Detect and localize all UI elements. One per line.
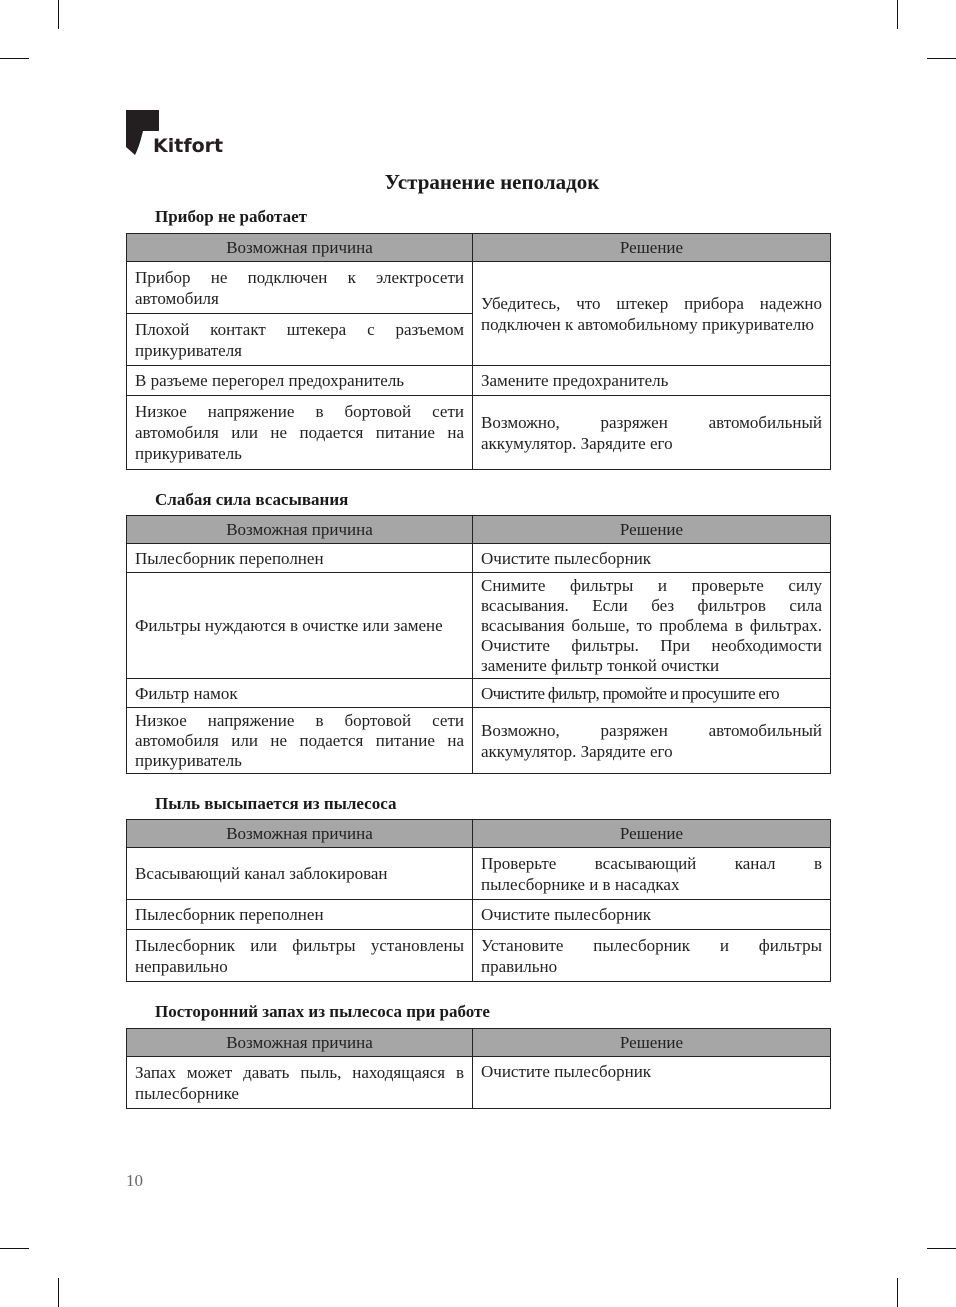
table-row <box>127 544 831 573</box>
cause-cell: В разъеме перегорел предохранитель <box>127 366 473 396</box>
crop-mark <box>0 1248 29 1249</box>
column-header-cause: Возможная причина <box>127 820 473 848</box>
cause-cell: Фильтр намок <box>127 679 473 708</box>
section-title: Посторонний запах из пылесоса при работе <box>155 1002 490 1021</box>
solution-cell: Очистите пылесборник <box>473 1057 831 1109</box>
section-title: Слабая сила всасывания <box>155 490 349 509</box>
solution-cell: Возможно, разряжен автомобильный аккумулятор. Зарядите его <box>473 396 831 470</box>
solution-cell: Снимите фильтры и проверьте силу всасывания. Если без фильтров сила всасывания больше, то проблема в фильтрах. Очистите фильтры. При необходимости замените фильтр тонкой очистки <box>473 573 831 679</box>
column-header-cause: Возможная причина <box>127 1029 473 1057</box>
troubleshooting-table <box>126 819 831 982</box>
cause-cell: Прибор не подключен к электросети автомобиля <box>127 262 473 314</box>
solution-cell: Очистите пылесборник <box>473 544 831 573</box>
solution-cell: Очистите пылесборник <box>473 900 831 930</box>
table-row <box>127 930 831 982</box>
solution-cell: Очистите фильтр, промойте и просушите его <box>473 679 831 708</box>
cause-cell: Запах может давать пыль, находящаяся в пылесборнике <box>127 1057 473 1109</box>
troubleshooting-table <box>126 1028 831 1109</box>
solution-cell: Замените предохранитель <box>473 366 831 396</box>
column-header-solution: Решение <box>473 1029 831 1057</box>
table-row <box>127 848 831 900</box>
cause-cell: Пылесборник переполнен <box>127 544 473 573</box>
troubleshooting-table <box>126 515 831 774</box>
table-row <box>127 708 831 774</box>
table-row <box>127 262 831 314</box>
crop-mark <box>927 58 956 59</box>
cause-cell: Низкое напряжение в бортовой сети автомобиля или не подается питание на прикуриватель <box>127 708 473 774</box>
brand-logo <box>125 109 225 159</box>
table-row <box>127 900 831 930</box>
crop-mark <box>897 0 898 29</box>
cause-cell: Всасывающий канал заблокирован <box>127 848 473 900</box>
solution-cell: Возможно, разряжен автомобильный аккумулятор. Зарядите его <box>473 708 831 774</box>
cause-cell: Пылесборник переполнен <box>127 900 473 930</box>
column-header-cause: Возможная причина <box>127 516 473 544</box>
column-header-solution: Решение <box>473 516 831 544</box>
section-title: Прибор не работает <box>155 207 308 226</box>
troubleshooting-table <box>126 233 831 470</box>
solution-cell: Убедитесь, что штекер прибора надежно подключен к автомобильному прикуривателю <box>473 262 831 366</box>
cause-cell: Пылесборник или фильтры установлены неправильно <box>127 930 473 982</box>
table-row <box>127 366 831 396</box>
crop-mark <box>0 58 29 59</box>
crop-mark <box>58 0 59 29</box>
table-row <box>127 679 831 708</box>
column-header-solution: Решение <box>473 820 831 848</box>
solution-cell: Установите пылесборник и фильтры правильно <box>473 930 831 982</box>
page-title: Устранение неполадок <box>384 170 600 194</box>
cause-cell: Низкое напряжение в бортовой сети автомобиля или не подается питание на прикуриватель <box>127 396 473 470</box>
crop-mark <box>897 1278 898 1307</box>
crop-mark <box>927 1248 956 1249</box>
page-number: 10 <box>126 1171 143 1190</box>
cause-cell: Плохой контакт штекера с разъемом прикуривателя <box>127 314 473 366</box>
table-row <box>127 1057 831 1109</box>
table-row <box>127 396 831 470</box>
crop-mark <box>58 1278 59 1307</box>
column-header-cause: Возможная причина <box>127 234 473 262</box>
table-row <box>127 573 831 679</box>
solution-cell: Проверьте всасывающий канал в пылесборнике и в насадках <box>473 848 831 900</box>
cause-cell: Фильтры нуждаются в очистке или замене <box>127 573 473 679</box>
brand-name: Kitfort <box>153 135 224 157</box>
column-header-solution: Решение <box>473 234 831 262</box>
section-title: Пыль высыпается из пылесоса <box>155 794 397 813</box>
